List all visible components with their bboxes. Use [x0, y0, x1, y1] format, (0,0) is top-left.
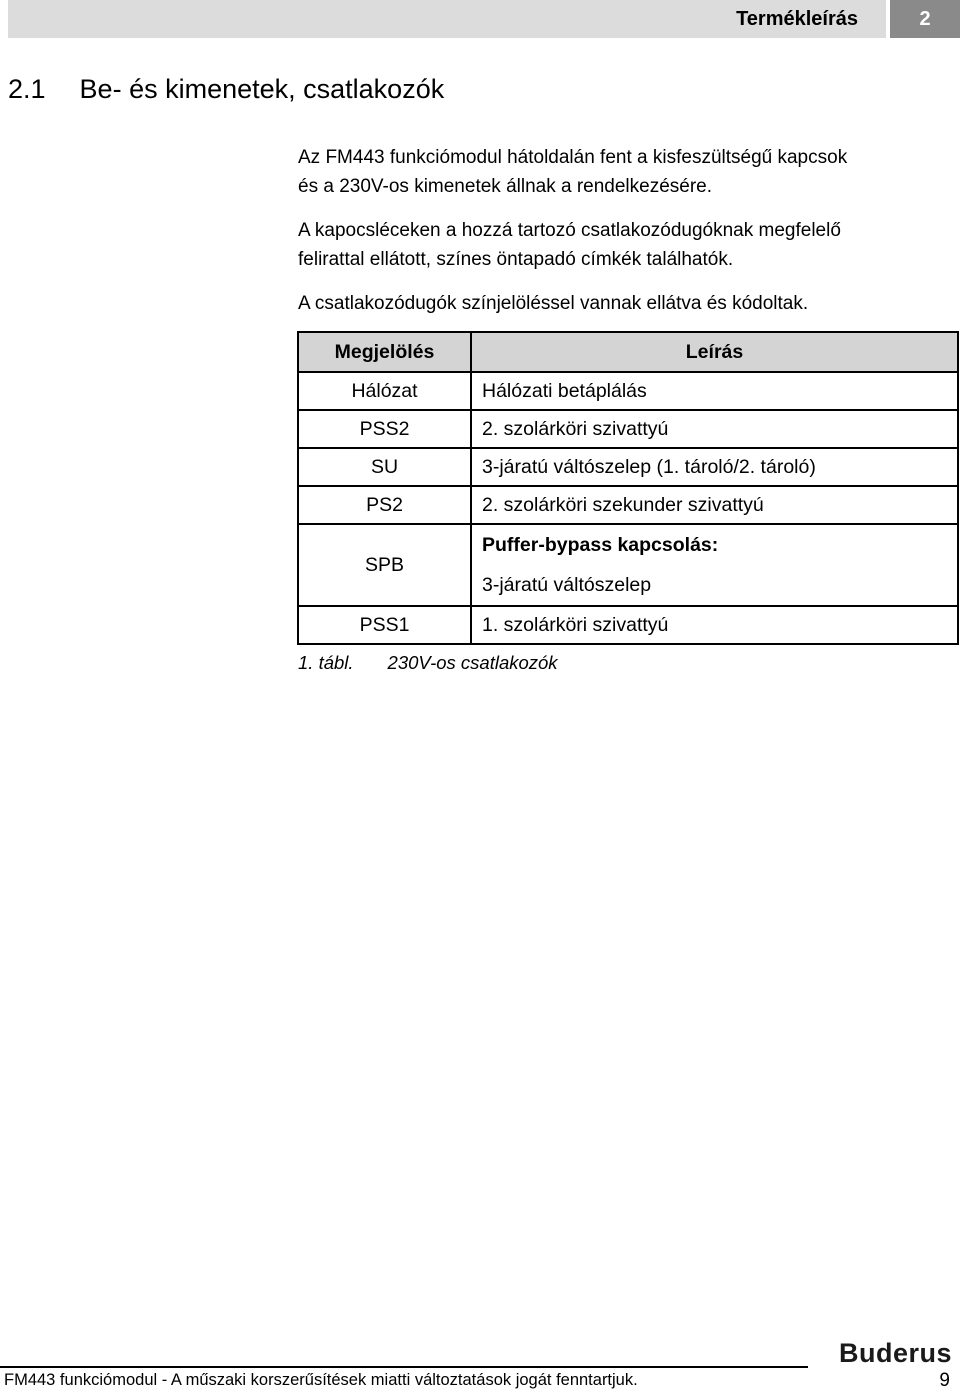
table-row [298, 606, 958, 644]
connector-code: PSS2 [298, 410, 471, 448]
section-heading [8, 74, 444, 105]
table-row [298, 448, 958, 486]
buderus-logo: Buderus [838, 1338, 952, 1368]
chapter-number: 2 [890, 0, 960, 38]
section-number: 2.1 [8, 74, 46, 104]
header-title: Termékleírás [8, 0, 886, 38]
table-row [298, 486, 958, 524]
connector-code: SPB [298, 524, 471, 606]
connector-description: 3-járatú váltószelep (1. tároló/2. tároló) [471, 448, 958, 486]
connector-description [471, 524, 958, 606]
column-header-description: Leírás [471, 332, 958, 372]
connector-description: 2. szolárköri szivattyú [471, 410, 958, 448]
table-row [298, 410, 958, 448]
connector-description: 1. szolárköri szivattyú [471, 606, 958, 644]
table-row [298, 372, 958, 410]
paragraph-line: A kapocsléceken a hozzá tartozó csatlakozódugóknak megfelelő [298, 220, 841, 241]
connector-code: SU [298, 448, 471, 486]
connector-description: 2. szolárköri szekunder szivattyú [471, 486, 958, 524]
caption-label: 1. tábl. [298, 652, 354, 673]
paragraph-line: felirattal ellátott, színes öntapadó címkék találhatók. [298, 249, 734, 270]
paragraph-line: és a 230V-os kimenetek állnak a rendelkezésére. [298, 176, 713, 197]
column-header-code: Megjelölés [298, 332, 471, 372]
section-title: Be- és kimenetek, csatlakozók [79, 74, 445, 104]
table-caption [298, 652, 558, 674]
paragraph-labels [298, 216, 958, 274]
footer-divider [0, 1366, 808, 1368]
table-row [298, 524, 958, 606]
description-text: 3-járatú váltószelep [482, 574, 652, 596]
caption-text: 230V-os csatlakozók [387, 652, 558, 673]
paragraph-coding [298, 289, 958, 318]
footer-text: FM443 funkciómodul - A műszaki korszerűsítések miatti változtatások jogát fenntartjuk. [4, 1371, 638, 1389]
connector-code: PS2 [298, 486, 471, 524]
paragraph-intro [298, 143, 958, 201]
paragraph-line: Az FM443 funkciómodul hátoldalán fent a kisfeszültségű kapcsok [298, 147, 848, 168]
paragraph-line: A csatlakozódugók színjelöléssel vannak ellátva és kódoltak. [298, 293, 809, 314]
connector-code: PSS1 [298, 606, 471, 644]
description-heading: Puffer-bypass kapcsolás: [482, 534, 719, 556]
page-header [0, 0, 960, 38]
connector-description: Hálózati betáplálás [471, 372, 958, 410]
table-header-row [298, 332, 958, 372]
page-number: 9 [939, 1370, 950, 1391]
connectors-table [297, 331, 959, 645]
connector-code: Hálózat [298, 372, 471, 410]
